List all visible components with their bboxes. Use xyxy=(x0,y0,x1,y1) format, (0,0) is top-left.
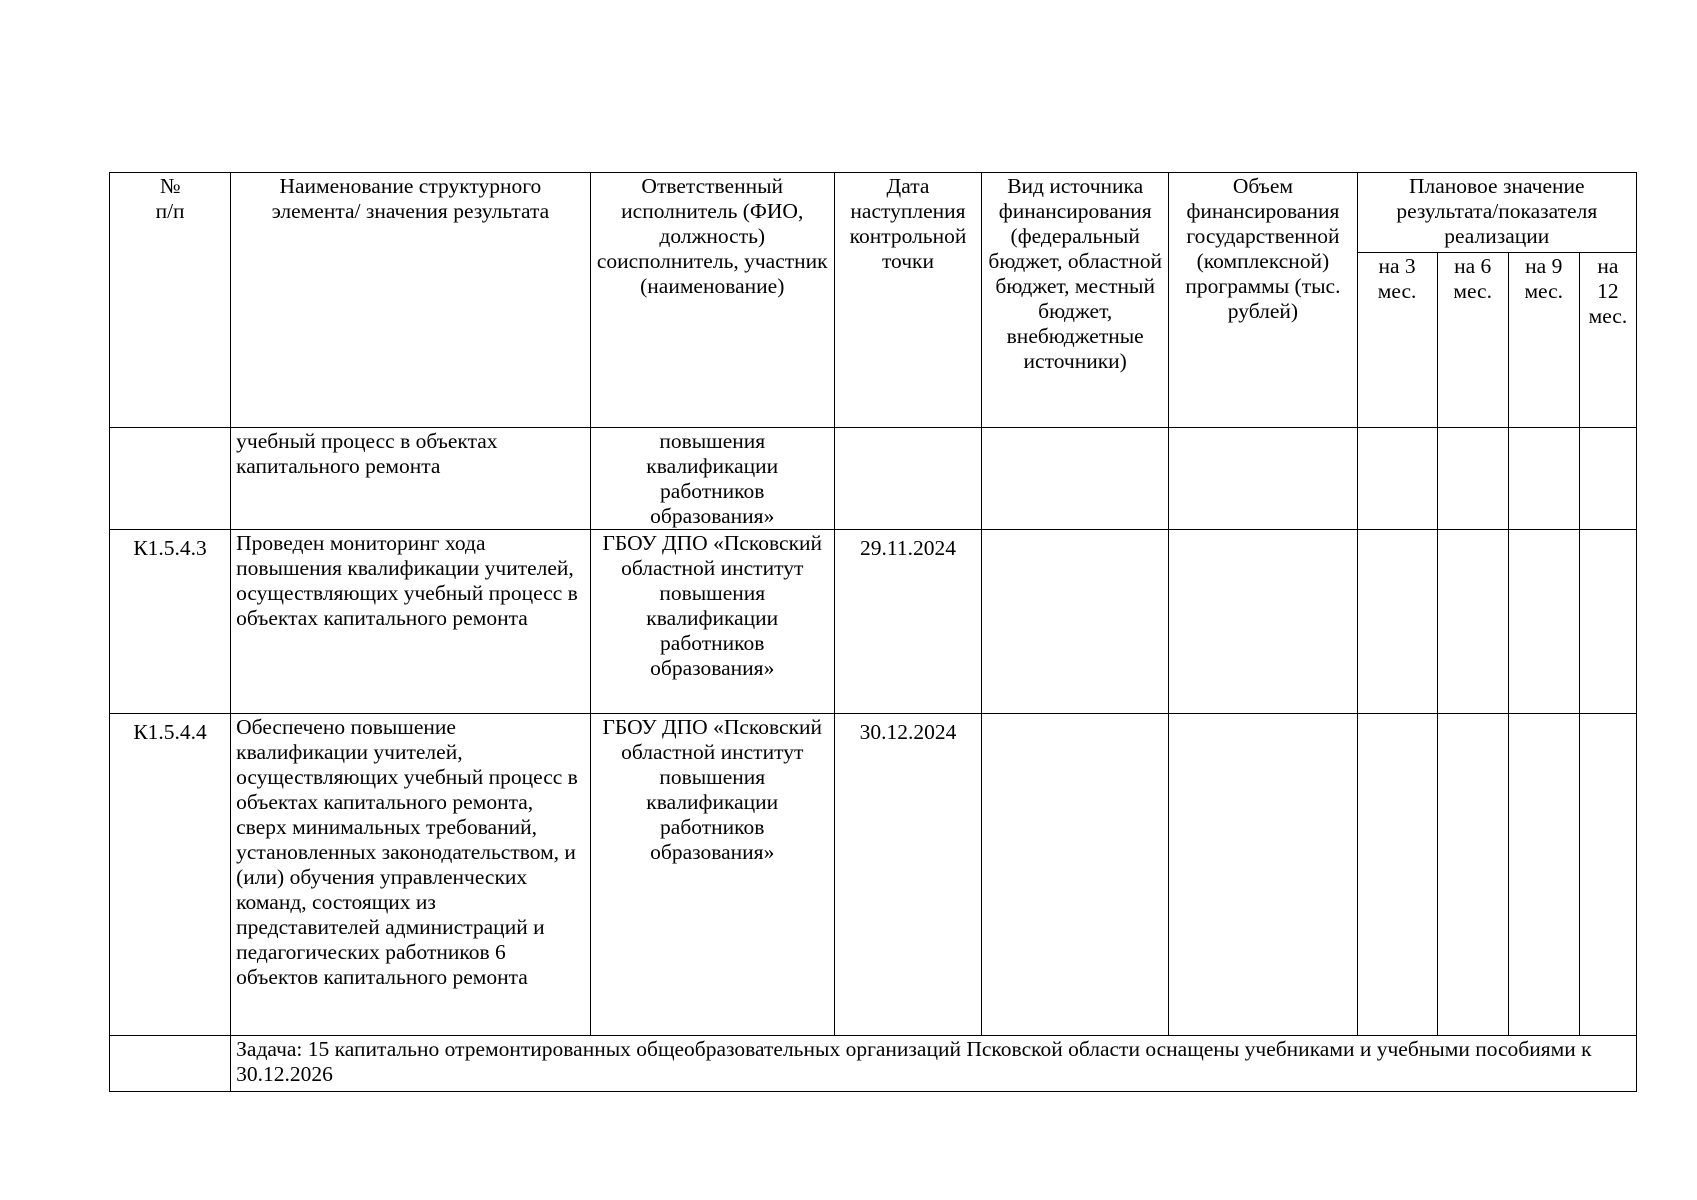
row-plan-9 xyxy=(1508,530,1579,714)
row-num xyxy=(110,428,231,530)
row-date: 29.11.2024 xyxy=(834,530,981,714)
plan-table xyxy=(109,172,1637,1092)
row-plan-12 xyxy=(1579,714,1636,1036)
row-plan-12 xyxy=(1579,428,1636,530)
row-funding-source xyxy=(982,428,1169,530)
row-plan-12 xyxy=(1579,530,1636,714)
row-plan-3 xyxy=(1357,428,1437,530)
header-responsible: Ответственный исполнитель (ФИО, должность) соисполнитель, участник (наименование) xyxy=(590,173,834,428)
header-funding-volume: Объем финансирования государственной (комплексной) программы (тыс. рублей) xyxy=(1169,173,1357,428)
row-num: К1.5.4.4 xyxy=(110,714,231,1036)
row-plan-6 xyxy=(1437,714,1508,1036)
row-plan-3 xyxy=(1357,530,1437,714)
table-row xyxy=(110,530,1637,714)
row-responsible: ГБОУ ДПО «Псковский областной институт повышения квалификации работников образования» xyxy=(590,530,834,714)
row-plan-3 xyxy=(1357,714,1437,1036)
row-funding-volume xyxy=(1169,714,1357,1036)
header-12-months: на 12 мес. xyxy=(1579,253,1636,428)
header-name: Наименование структурного элемента/ значения результата xyxy=(231,173,590,428)
task-text: Задача: 15 капитально отремонтированных общеобразовательных организаций Псковской области оснащены учебниками и учебными пособиями к 30.12.2026 xyxy=(231,1036,1637,1092)
row-name: Обеспечено повышение квалификации учителей, осуществляющих учебный процесс в объектах капитального ремонта, сверх минимальных требований, установленных законодательством, и (или) обучения управленческих команд, состоящих из представителей администраций и педагогических работников 6 объектов капитального ремонта xyxy=(231,714,590,1036)
header-9-months: на 9 мес. xyxy=(1508,253,1579,428)
table-row xyxy=(110,714,1637,1036)
header-planned-value: Плановое значение результата/показателя реализации xyxy=(1357,173,1636,253)
row-name: Проведен мониторинг хода повышения квалификации учителей, осуществляющих учебный процесс в объектах капитального ремонта xyxy=(231,530,590,714)
header-date: Дата наступления контрольной точки xyxy=(834,173,981,428)
row-funding-source xyxy=(982,530,1169,714)
row-plan-9 xyxy=(1508,714,1579,1036)
row-plan-9 xyxy=(1508,428,1579,530)
task-row xyxy=(110,1036,1637,1092)
table-row xyxy=(110,428,1637,530)
row-responsible: ГБОУ ДПО «Псковский областной институт повышения квалификации работников образования» xyxy=(590,714,834,1036)
row-date: 30.12.2024 xyxy=(834,714,981,1036)
row-plan-6 xyxy=(1437,428,1508,530)
row-num: К1.5.4.3 xyxy=(110,530,231,714)
task-row-num xyxy=(110,1036,231,1092)
row-responsible: повышения квалификации работников образования» xyxy=(590,428,834,530)
row-date xyxy=(834,428,981,530)
row-funding-volume xyxy=(1169,428,1357,530)
row-funding-volume xyxy=(1169,530,1357,714)
row-name: учебный процесс в объектах капитального ремонта xyxy=(231,428,590,530)
row-funding-source xyxy=(982,714,1169,1036)
header-6-months: на 6 мес. xyxy=(1437,253,1508,428)
header-3-months: на 3 мес. xyxy=(1357,253,1437,428)
header-num: № п/п xyxy=(110,173,231,428)
row-plan-6 xyxy=(1437,530,1508,714)
header-funding-source: Вид источника финансирования (федеральный бюджет, областной бюджет, местный бюджет, внебюджетные источники) xyxy=(982,173,1169,428)
